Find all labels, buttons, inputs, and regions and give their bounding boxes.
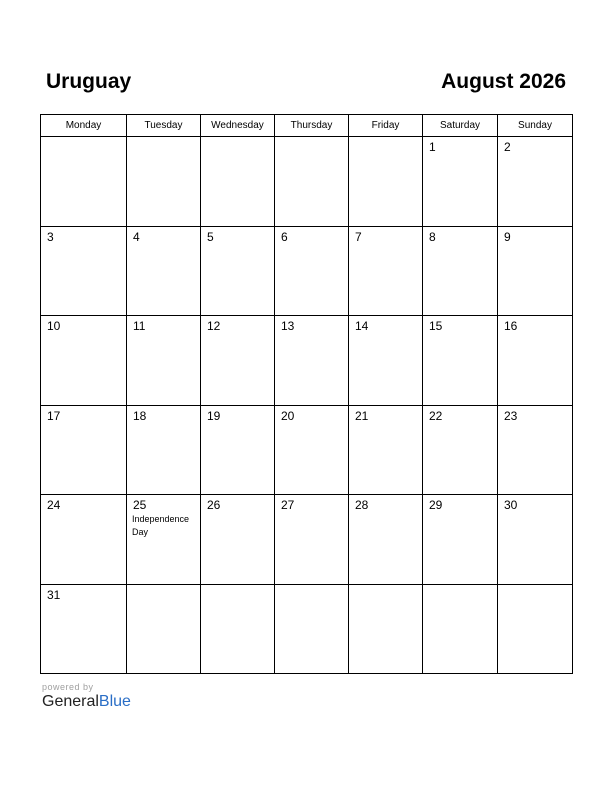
day-number: 15	[429, 319, 443, 333]
day-cell	[201, 495, 275, 585]
day-number: 22	[429, 408, 443, 423]
weekday-header: Friday	[349, 115, 423, 137]
day-cell	[41, 495, 127, 585]
day-number	[201, 585, 274, 588]
day-number: 9	[504, 229, 511, 244]
day-number	[275, 137, 348, 140]
week-row	[41, 316, 573, 406]
day-number	[423, 585, 497, 588]
day-cell	[127, 226, 201, 316]
week-row	[41, 226, 573, 316]
day-cell	[275, 226, 349, 316]
day-number: 6	[281, 229, 288, 244]
day-cell	[423, 316, 498, 406]
day-cell	[498, 226, 573, 316]
weekday-header-row	[41, 115, 573, 137]
day-number	[275, 585, 348, 588]
day-number: 30	[504, 498, 518, 512]
day-cell	[201, 137, 275, 227]
week-row	[41, 405, 573, 495]
day-cell	[498, 137, 573, 227]
day-cell	[41, 316, 127, 406]
day-number: 24	[47, 498, 61, 512]
day-cell	[275, 495, 349, 585]
day-number	[127, 585, 200, 588]
day-cell	[41, 226, 127, 316]
day-number	[201, 137, 274, 140]
day-cell	[423, 137, 498, 227]
day-number	[498, 585, 572, 588]
weekday-header: Saturday	[423, 115, 498, 137]
brand-general: General	[42, 693, 99, 710]
day-cell	[41, 405, 127, 495]
day-cell	[498, 405, 573, 495]
day-number: 19	[207, 408, 221, 423]
day-cell	[127, 316, 201, 406]
day-cell	[127, 137, 201, 227]
day-number	[127, 137, 200, 140]
day-cell	[349, 405, 423, 495]
day-number	[349, 585, 422, 588]
week-row	[41, 584, 573, 674]
weekday-header: Monday	[41, 115, 127, 137]
calendar-header	[40, 70, 572, 100]
weekday-header: Thursday	[275, 115, 349, 137]
day-number: 1	[429, 140, 436, 154]
day-number: 23	[504, 408, 518, 423]
day-cell	[41, 137, 127, 227]
calendar-grid	[40, 114, 573, 674]
day-cell	[423, 584, 498, 674]
day-cell	[127, 405, 201, 495]
day-number: 3	[47, 229, 54, 244]
day-number: 31	[47, 587, 61, 602]
calendar-body	[41, 137, 573, 674]
day-cell	[498, 495, 573, 585]
country-title: Uruguay	[46, 70, 132, 93]
day-cell	[423, 495, 498, 585]
day-number: 10	[47, 319, 61, 333]
day-cell	[275, 137, 349, 227]
day-number: 13	[281, 319, 295, 333]
day-cell	[127, 584, 201, 674]
week-row	[41, 495, 573, 585]
day-cell	[349, 316, 423, 406]
day-number: 4	[133, 229, 140, 244]
day-number: 25	[133, 498, 147, 512]
day-number: 20	[281, 408, 295, 423]
day-number: 7	[355, 229, 362, 244]
day-cell	[423, 226, 498, 316]
weekday-header: Tuesday	[127, 115, 201, 137]
month-year-title: August 2026	[441, 70, 566, 93]
brand-blue: Blue	[98, 693, 131, 710]
day-cell	[349, 226, 423, 316]
generalblue-logo	[42, 693, 131, 711]
day-number: 8	[429, 229, 436, 244]
week-row	[41, 137, 573, 227]
day-cell	[201, 405, 275, 495]
day-cell	[275, 405, 349, 495]
day-cell	[201, 584, 275, 674]
day-number: 5	[207, 229, 214, 244]
day-number: 11	[133, 319, 146, 333]
day-cell	[201, 316, 275, 406]
holiday-label: Independence Day	[132, 514, 190, 537]
day-cell	[127, 495, 201, 585]
day-cell	[498, 584, 573, 674]
day-number: 27	[281, 498, 295, 512]
day-number: 18	[133, 408, 147, 423]
day-number: 17	[47, 408, 61, 423]
day-number	[41, 137, 126, 140]
weekday-header: Wednesday	[201, 115, 275, 137]
powered-by-text: powered by	[42, 682, 94, 692]
day-cell	[349, 137, 423, 227]
day-cell	[498, 316, 573, 406]
day-number: 12	[207, 319, 221, 333]
footer	[42, 682, 131, 711]
day-cell	[349, 584, 423, 674]
day-number: 26	[207, 498, 221, 512]
day-number: 16	[504, 319, 518, 333]
day-number: 14	[355, 319, 369, 333]
day-number: 28	[355, 498, 369, 512]
day-number: 21	[355, 408, 369, 423]
day-cell	[41, 584, 127, 674]
day-cell	[275, 316, 349, 406]
day-number: 2	[504, 140, 511, 154]
day-cell	[423, 405, 498, 495]
day-number: 29	[429, 498, 443, 512]
day-cell	[275, 584, 349, 674]
day-cell	[201, 226, 275, 316]
day-number	[349, 137, 422, 140]
day-cell	[349, 495, 423, 585]
weekday-header: Sunday	[498, 115, 573, 137]
